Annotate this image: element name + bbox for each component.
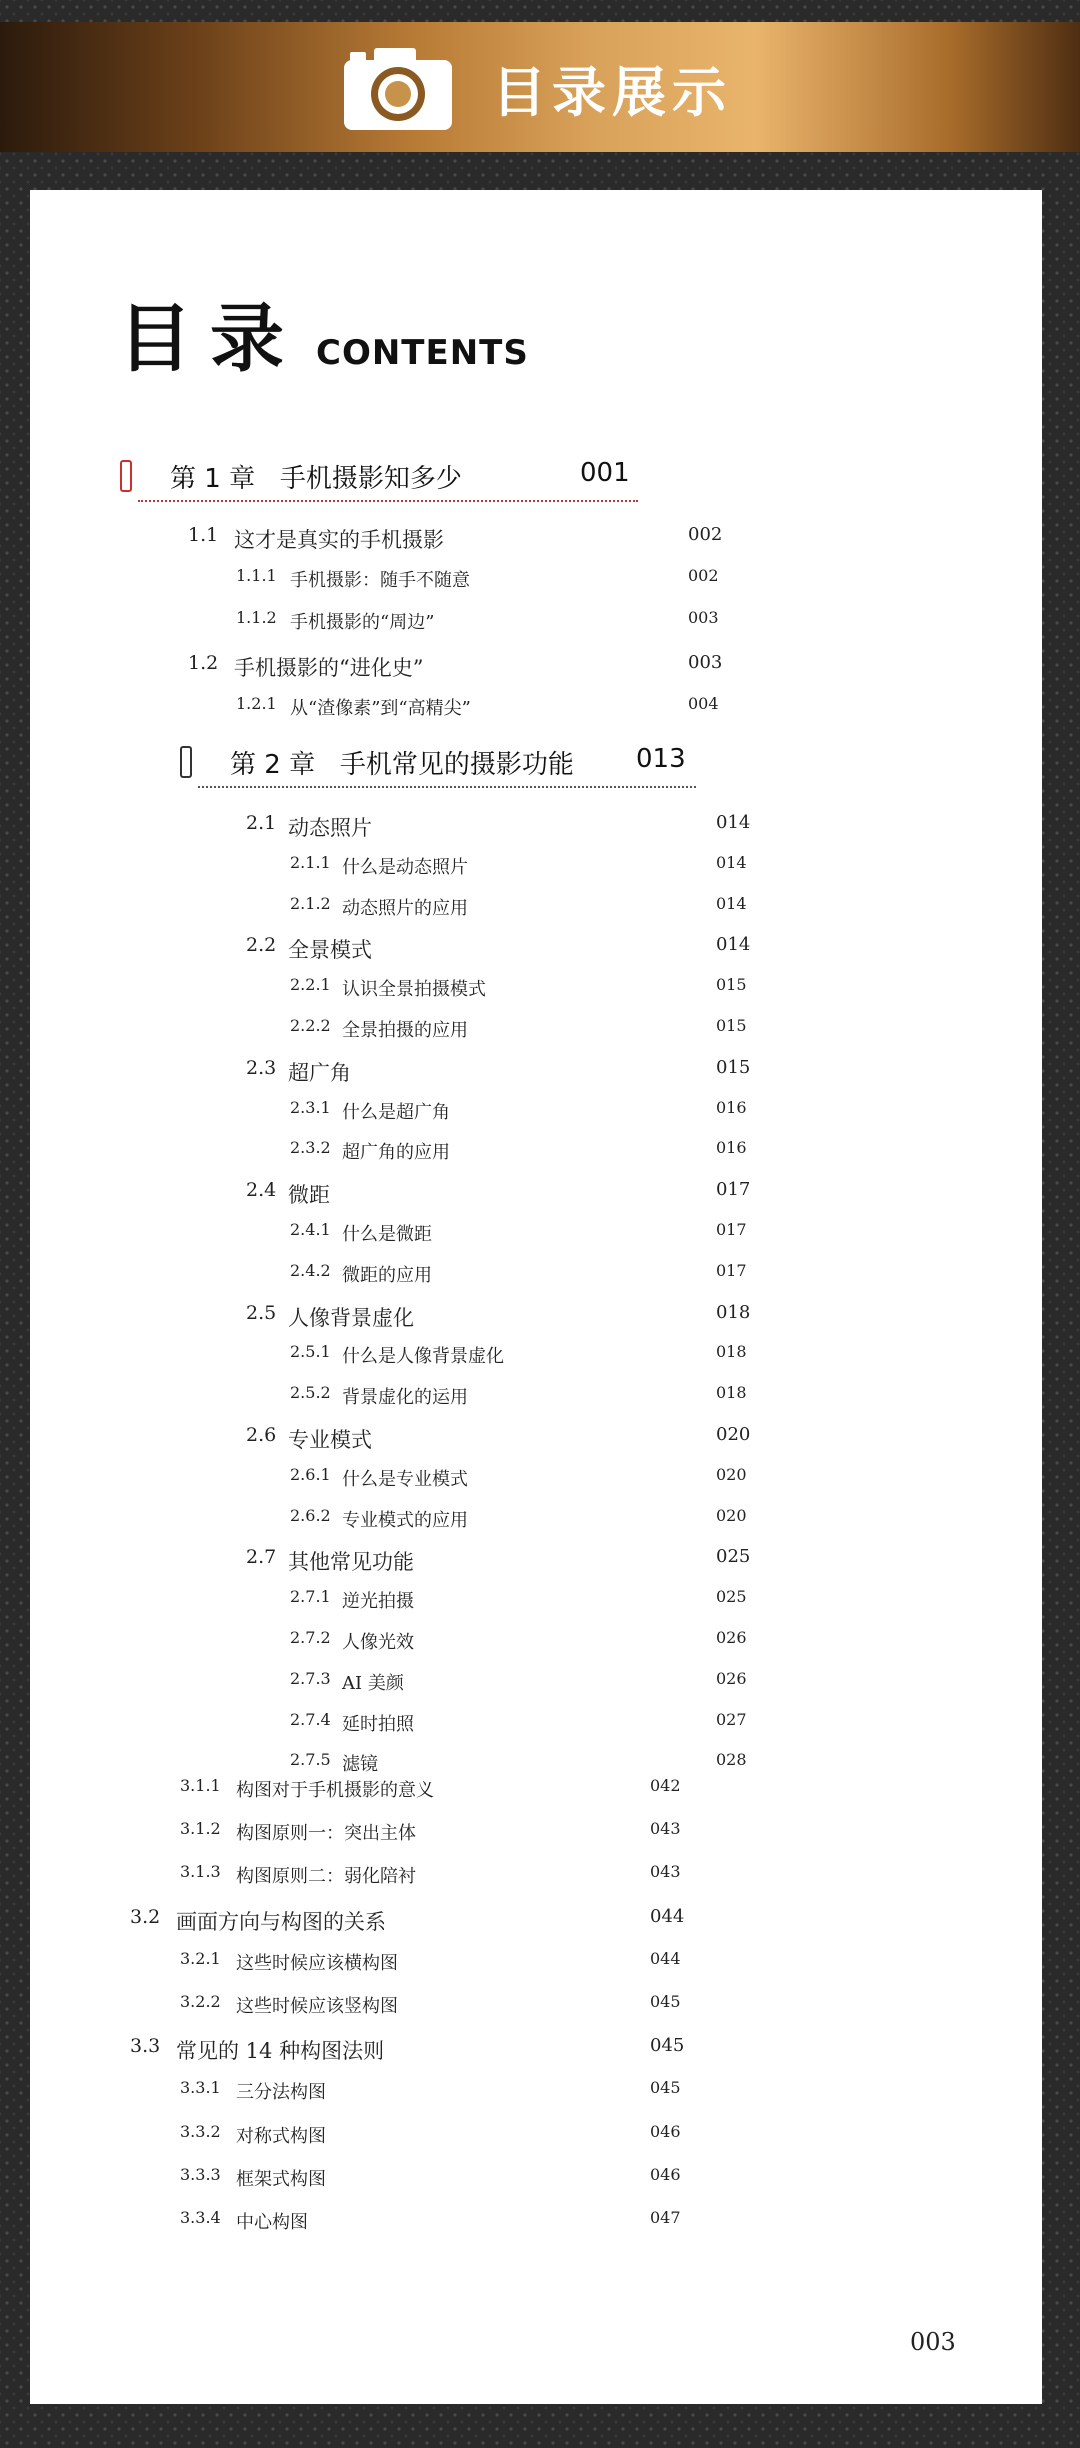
chapter-title: 手机常见的摄影功能 [339,750,574,780]
bookmark-icon [180,746,192,778]
banner-title: 目录展示 [492,60,732,124]
toc-page: 目录 CONTENTS 第 1 章 手机摄影知多少 001 1.1 这才是真实的手机摄影 002 1.1.1 手机摄影：随手不随意 002 1.1.2 手机摄影的“周边” 003 1.2 手机摄影的“进化史” 003 1.2.1 从“渣像素”到“高精尖” 004 第 2 章 手机常见的摄影功能 013 003 2.1 动态照片 014 2.1.1 什么是动态照片 014 2.1.2 动态照片的应用 014 2.2 全景模式 014 2.2.1 认识全景拍摄模式 015 2.2.2 全景拍摄的应用 015 2.3 超广角 015 2.3.1 什么是超广角 016 2.3.2 超广角的应用 016 2.4 微距 017 2.4.1 什么是微距 017 2.4.2 微距的应用 017 2.5 人像背景虚化 018 2.5.1 什么是人像背景虚化 018 2.5.2 背景虚化的运用 018 2.6 专业模式 020 2.6.1 什么是专业模式 020 2.6.2 专业模式的应用 020 2.7 其他常见功能 025 2.7.1 逆光拍摄 025 2.7.2 人像光效 026 2.7.3 AI 美颜 026 2.7.4 延时拍照 027 2.7.5 滤镜 028 3.1.1 构图对于手机摄影的意义 042 3.1.2 构图原则一：突出主体 043 3.1.3 构图原则二：弱化陪衬 043 3.2 画面方向与构图的关系 044 3.2.1 这些时候应该横构图 044 3.2.2 这些时候应该竖构图 045 3.3 常见的 14 种构图法则 045 3.3.1 三分法构图 045 3.3.2 对称式构图 046 3.3.3 框架式构图 046 3.3.4 中心构图 047 [30,190,1042,2404]
chapter-page: 001 [580,458,630,488]
chapter-title: 手机摄影知多少 [279,464,462,494]
chapter-2-heading [180,744,700,788]
bookmark-icon [120,460,132,492]
chapter-page: 013 [636,744,686,774]
dotted-leader [198,786,696,788]
dotted-leader [138,500,638,502]
page-number: 003 [910,2328,956,2356]
chapter-1-heading [120,458,640,502]
page-title [118,280,529,386]
header-banner [0,22,1080,152]
chapter-label: 第 2 章 [230,750,316,780]
page-title-en: CONTENTS [316,333,529,373]
camera-icon [340,44,456,132]
page-title-cn: 目录 [118,296,302,382]
chapter-label: 第 1 章 [170,464,256,494]
